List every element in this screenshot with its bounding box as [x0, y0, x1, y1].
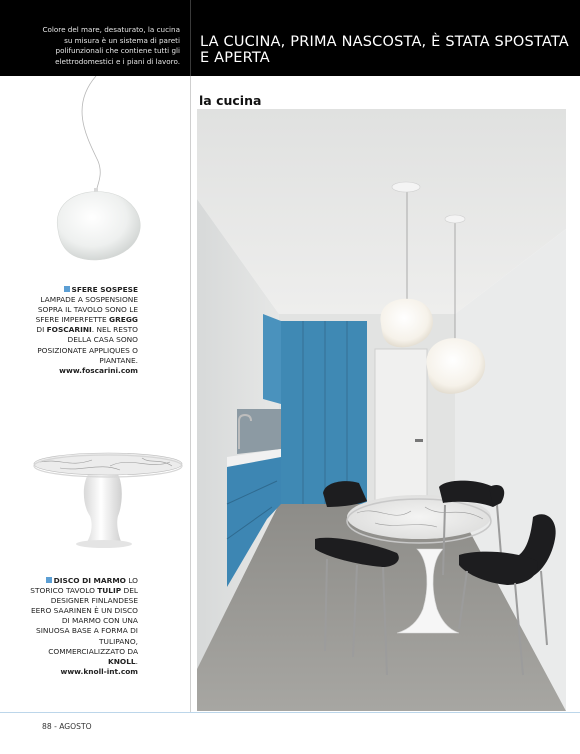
brand-name: KNOLL: [108, 656, 136, 666]
caption-text: LAMPADE A SOSPENSIONE SOPRA IL TAVOLO SONO LE SFERE IMPERFETTE: [35, 295, 138, 325]
caption-disco-di-marmo: [30, 576, 138, 677]
product-name: GREGG: [109, 315, 138, 325]
header-band: [0, 0, 580, 76]
tulip-table-image: [0, 444, 190, 574]
kitchen-photo: [197, 109, 566, 711]
caption-text: LO STORICO TAVOLO: [30, 576, 138, 596]
header-caption: Colore del mare, desaturato, la cucina su misura è un sistema di pareti polifunzionali che contiene tutti gli elettrodomestici e i piani di lavoro.: [42, 25, 180, 66]
caption-sfere-sospese: [30, 285, 138, 376]
product-name: TULIP: [97, 586, 122, 596]
article-title: LA CUCINA, PRIMA NASCOSTA, È STATA SPOSTATA E APERTA: [200, 34, 569, 66]
caption-heading: SFERE SOSPESE: [71, 285, 138, 294]
kitchen-scene-image: [197, 109, 566, 711]
caption-text: DEL DESIGNER FINLANDESE EERO SAARINEN È UN DISCO DI MARMO CON UNA SINUOSA BASE A FORMA DI TULIPANO, COMMERCIALIZZATO DA: [30, 586, 138, 656]
bullet-square-icon: [64, 286, 70, 292]
section-title: la cucina: [199, 93, 262, 108]
caption-text: . NEL RESTO DELLA CASA SONO POSIZIONATE APPLIQUES O PIANTANE.: [37, 325, 138, 365]
sidebar-column: [0, 76, 190, 712]
caption-text: .: [135, 656, 138, 666]
footer-divider: [0, 712, 580, 713]
header-divider: [190, 0, 191, 76]
caption-heading: DISCO DI MARMO: [53, 576, 126, 585]
column-divider: [190, 76, 191, 712]
pendant-lamp-image: [0, 76, 190, 276]
page-folio: 88 - AGOSTO: [42, 722, 92, 731]
caption-text: DI: [36, 325, 47, 335]
brand-name: FOSCARINI: [46, 325, 92, 335]
product-link[interactable]: www.knoll-int.com: [60, 666, 138, 676]
product-link[interactable]: www.foscarini.com: [59, 365, 138, 375]
bullet-square-icon: [46, 577, 52, 583]
